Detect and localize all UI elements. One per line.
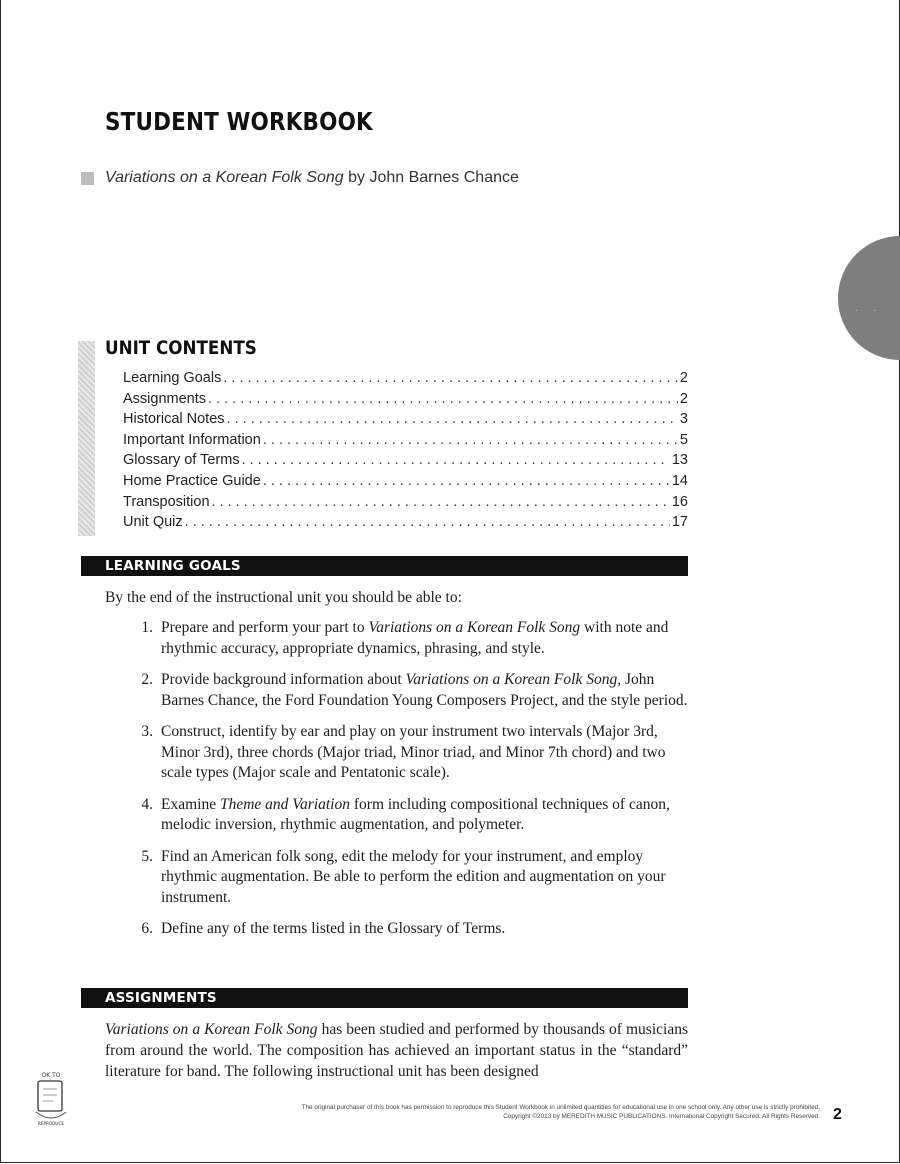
tab-dots-decoration: · · — [855, 305, 883, 316]
toc-item — [123, 473, 688, 494]
item-number: 3. — [141, 723, 153, 740]
list-item — [105, 847, 688, 909]
item-number: 6. — [141, 920, 153, 937]
toc-leader — [227, 411, 678, 427]
toc-leader — [242, 452, 670, 468]
list-item — [105, 919, 688, 940]
text-run: Examine — [161, 795, 220, 813]
text-run: form including compositional techniques of canon, melodic inversion, rhythmic augmentation, and polymeter. — [161, 795, 670, 833]
text-run: Prepare and perform your part to — [161, 619, 369, 636]
page-title: STUDENT WORKBOOK — [105, 107, 373, 136]
item-text — [154, 795, 688, 836]
toc-leader — [223, 370, 678, 386]
list-item — [105, 722, 688, 784]
text-run: Provide background information about — [161, 671, 406, 688]
toc-leader — [185, 514, 670, 530]
toc-label: Glossary of Terms — [123, 452, 240, 469]
table-of-contents — [123, 370, 688, 535]
item-number: 4. — [141, 795, 153, 813]
side-tab-circle — [838, 236, 900, 360]
list-item — [105, 795, 688, 836]
footer-line-2: Copyright ©2013 by MEREDITH MUSIC PUBLICATIONS. International Copyright Secured. All Rights Reserved. — [503, 1113, 820, 1120]
contents-side-bar — [78, 341, 95, 536]
italic-title: Theme and Variation — [219, 795, 350, 813]
toc-label: Unit Quiz — [123, 514, 183, 531]
ok-to-reproduce-seal-icon — [29, 1068, 73, 1128]
toc-page: 13 — [671, 452, 688, 469]
italic-title: Variations on a Korean Folk Song — [368, 619, 581, 636]
item-text — [154, 722, 688, 784]
subtitle-row — [81, 167, 519, 189]
toc-item — [123, 452, 688, 473]
item-number: 5. — [141, 847, 153, 865]
italic-title: Variations on a Korean Folk Song — [105, 1021, 318, 1038]
toc-item — [123, 514, 688, 535]
bullet-square-icon — [81, 172, 94, 185]
item-number: 2. — [141, 671, 153, 688]
toc-label: Home Practice Guide — [123, 472, 261, 489]
toc-page: 14 — [671, 472, 688, 489]
subtitle — [105, 169, 519, 187]
byline: by John Barnes Chance — [343, 169, 519, 186]
item-text — [154, 919, 688, 940]
item-text — [154, 618, 688, 659]
toc-item — [123, 411, 688, 432]
learning-goals-intro: By the end of the instructional unit you should be able to: — [105, 589, 462, 606]
list-item — [105, 618, 688, 659]
toc-page: 5 — [679, 431, 688, 448]
toc-page: 2 — [679, 370, 688, 386]
footer-line-1: The original purchaser of this book has permission to reproduce this Student Workbook in unlimited quantities for educational use in one school only. Any other use is strictly prohibited. — [301, 1104, 820, 1111]
text-run: Find an American folk song, edit the melody for your instrument, and employ rhythmic augmentation. Be able to perform the edition and augmentation on your instrument. — [161, 847, 666, 906]
unit-contents-heading: UNIT CONTENTS — [105, 337, 257, 359]
toc-leader — [263, 473, 670, 489]
list-item — [105, 670, 688, 711]
text-run: Define any of the terms listed in the Glossary of Terms. — [161, 920, 506, 937]
item-text — [154, 670, 688, 711]
toc-page: 17 — [671, 514, 688, 531]
toc-label: Assignments — [123, 390, 207, 407]
assignments-heading: ASSIGNMENTS — [81, 988, 688, 1008]
toc-leader — [212, 494, 670, 510]
italic-title: Variations on a Korean Folk Song, — [405, 671, 622, 688]
seal-bottom-text: REPRODUCE — [37, 1121, 65, 1126]
learning-goals-list — [105, 618, 688, 951]
work-title: Variations on a Korean Folk Song — [105, 169, 344, 186]
toc-page: 3 — [679, 411, 688, 428]
toc-page: 2 — [679, 390, 688, 407]
text-run: John Barnes Chance, the Ford Foundation Young Composers Project, and the style period. — [161, 671, 688, 709]
assignments-paragraph — [105, 1019, 688, 1082]
toc-label: Historical Notes — [123, 411, 225, 428]
footer-copyright — [100, 1103, 820, 1121]
toc-leader — [263, 432, 678, 448]
toc-item — [123, 494, 688, 515]
toc-label: Transposition — [123, 493, 210, 510]
learning-goals-heading: LEARNING GOALS — [81, 556, 688, 576]
toc-page: 16 — [671, 493, 688, 510]
toc-leader — [208, 391, 678, 407]
item-number: 1. — [141, 619, 153, 636]
page-number: 2 — [833, 1106, 842, 1123]
toc-item — [123, 391, 688, 412]
text-run: Construct, identify by ear and play on your instrument two intervals (Major 3rd, Minor 3rd), three chords (Major triad, Minor triad, and Minor 7th chord) and two scale types (Major scale and Pentatonic scale). — [161, 723, 666, 781]
item-text — [154, 847, 688, 909]
toc-item — [123, 370, 688, 391]
seal-top-text: OK TO — [41, 1072, 61, 1079]
text-run: with note and rhythmic accuracy, appropriate dynamics, phrasing, and style. — [161, 619, 669, 657]
toc-label: Learning Goals — [123, 370, 222, 386]
text-run: has been studied and performed by thousands of musicians from around the world. The composition has achieved an important status in the “standard” literature for band. The following instructional unit has been designed — [105, 1021, 688, 1080]
toc-item — [123, 432, 688, 453]
toc-label: Important Information — [123, 431, 261, 448]
